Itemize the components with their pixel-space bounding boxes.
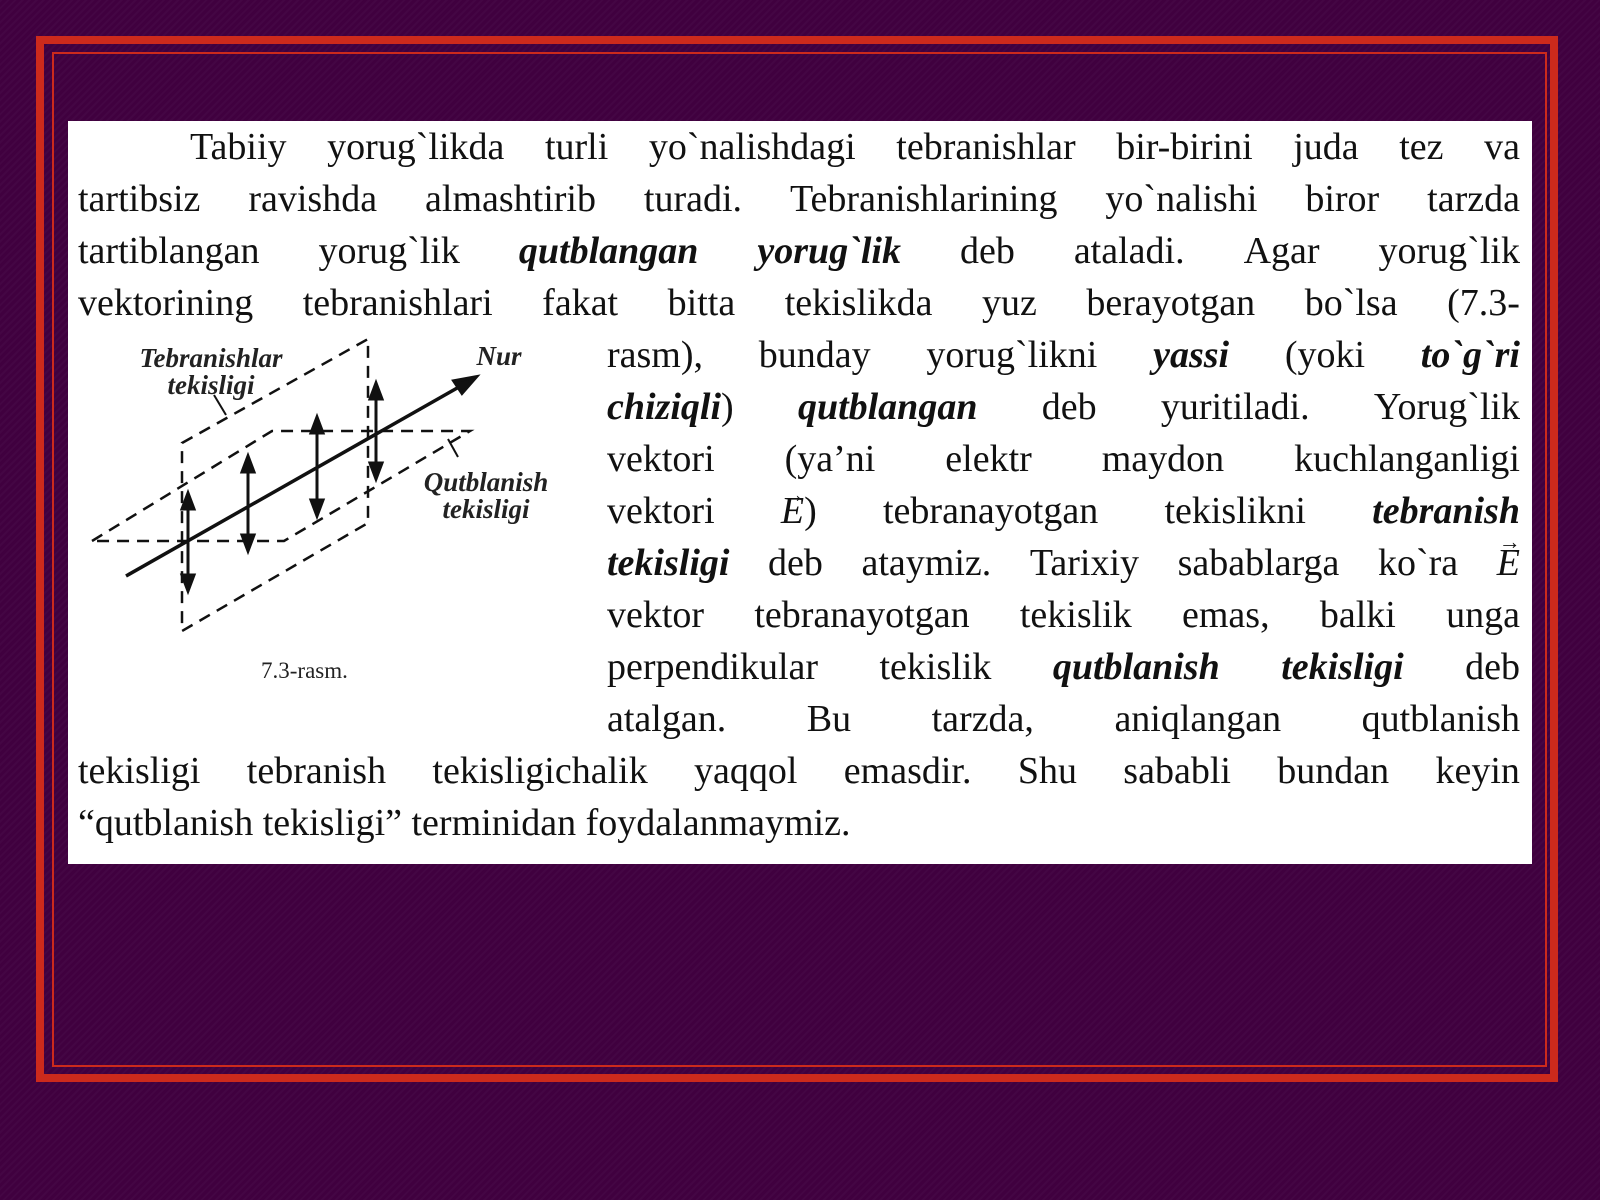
word: vektor — [607, 594, 705, 636]
word: aniqlangan — [1114, 698, 1282, 740]
word: tekislik — [879, 646, 992, 688]
word: bir-birini — [1116, 126, 1253, 168]
paragraph-line-4 — [78, 277, 1520, 330]
word: unga — [1446, 594, 1520, 636]
label-vibration-plane — [116, 345, 306, 399]
label-polarization-line-1: Qutblanish — [423, 467, 549, 497]
word: juda — [1293, 126, 1359, 168]
word: tekislikda — [784, 282, 933, 324]
word: ravishda — [248, 178, 378, 220]
label-polarization-plane — [406, 469, 566, 523]
word: bo`lsa — [1304, 282, 1398, 324]
text-page — [68, 121, 1532, 864]
arrowhead — [242, 456, 254, 472]
word: vektorining — [78, 282, 254, 324]
label-vibration-line-2: tekisligi — [167, 370, 255, 400]
word: vektori — [607, 490, 715, 532]
term-emphasis: chiziqli — [607, 386, 722, 428]
arrowhead — [182, 493, 194, 509]
word: tekisligichalik — [432, 750, 648, 792]
arrowhead — [370, 383, 382, 399]
word: berayotgan — [1086, 282, 1256, 324]
word: maydon — [1101, 438, 1225, 480]
word: tartiblangan — [78, 230, 260, 272]
paragraph-line-10 — [607, 589, 1520, 642]
word: tekislik — [1019, 594, 1132, 636]
paragraph-line-6 — [607, 381, 1520, 434]
word: deb — [1041, 386, 1097, 428]
word: yaqqol — [694, 750, 798, 792]
word: Tebranishlarining — [790, 178, 1058, 220]
ray-arrowhead — [454, 377, 476, 393]
word: emasdir. — [843, 750, 972, 792]
word: sababli — [1123, 750, 1231, 792]
label-polarization-line-2: tekisligi — [442, 494, 530, 524]
word: qutblanish — [1361, 698, 1520, 740]
arrowhead — [311, 500, 323, 516]
word: emas, — [1182, 594, 1270, 636]
paragraph-line-9 — [607, 537, 1520, 590]
arrowhead — [370, 463, 382, 479]
word: atalgan. — [607, 698, 727, 740]
word: Tabiiy — [190, 126, 287, 168]
word: Bu — [806, 698, 852, 740]
word: tebranishlari — [302, 282, 493, 324]
vector-e-symbol: → E — [781, 490, 804, 532]
label-ray: Nur — [476, 341, 522, 371]
term-emphasis: tekisligi — [607, 542, 730, 584]
word: tebranayotgan — [882, 490, 1099, 532]
term-emphasis: qutblangan — [518, 230, 699, 272]
word: tekisligi — [78, 750, 201, 792]
paragraph-line-5 — [607, 329, 1520, 382]
term-emphasis: yorug`lik — [757, 230, 901, 272]
word: deb — [1465, 646, 1520, 688]
word: Tarixiy — [1029, 542, 1140, 584]
word: ataladi. — [1073, 230, 1185, 272]
word: tez — [1399, 126, 1444, 168]
word: va — [1484, 126, 1520, 168]
term-emphasis: qutblangan — [797, 386, 978, 428]
word: yuritiladi. — [1160, 386, 1310, 428]
word: yo`nalishi — [1105, 178, 1258, 220]
word: (7.3- — [1447, 282, 1520, 324]
polarization-figure — [76, 331, 596, 691]
word: almashtirib — [425, 178, 596, 220]
arrowhead — [311, 417, 323, 433]
word: rasm), — [607, 334, 704, 376]
word: Yorug`lik — [1373, 386, 1520, 428]
word: tebranishlar — [896, 126, 1076, 168]
word: ko`ra — [1377, 542, 1459, 584]
paragraph-line-1 — [78, 121, 1520, 174]
word: bitta — [667, 282, 736, 324]
paragraph-line-12 — [607, 693, 1520, 746]
word: tartibsiz — [78, 178, 201, 220]
paragraph-line-7 — [607, 433, 1520, 486]
word: keyin — [1435, 750, 1520, 792]
word: yuz — [981, 282, 1037, 324]
term-emphasis: tebranish — [1372, 490, 1520, 532]
arrowhead — [242, 535, 254, 551]
word: biror — [1305, 178, 1380, 220]
arrowhead — [182, 575, 194, 591]
word: ) — [721, 386, 734, 428]
word: turadi. — [643, 178, 743, 220]
word: tarzda — [1427, 178, 1520, 220]
paragraph-line-14: “qutblanish tekisligi” terminidan foydalanmaymiz. — [78, 802, 851, 844]
paragraph-line-3 — [78, 225, 1520, 278]
word: ataymiz. — [861, 542, 992, 584]
word: elektr — [945, 438, 1032, 480]
paragraph-line-8 — [607, 485, 1520, 538]
word: deb — [959, 230, 1015, 272]
word: bundan — [1277, 750, 1390, 792]
word: Agar — [1243, 230, 1320, 272]
label-vibration-line-1: Tebranishlar — [139, 343, 283, 373]
paragraph-line-11 — [607, 641, 1520, 694]
word: deb — [768, 542, 823, 584]
word: yorug`likni — [926, 334, 1098, 376]
word: kuchlanganligi — [1294, 438, 1520, 480]
term-emphasis: tekisligi — [1281, 646, 1404, 688]
figure-caption: 7.3-rasm. — [261, 658, 348, 683]
paragraph-line-2 — [78, 173, 1520, 226]
word: fakat — [542, 282, 619, 324]
vector-e-symbol: → E — [1497, 537, 1520, 590]
word: tarzda, — [931, 698, 1034, 740]
term-emphasis: qutblanish — [1052, 646, 1220, 688]
word: yo`nalishdagi — [648, 126, 856, 168]
word: yorug`likda — [327, 126, 505, 168]
paragraph-line-13 — [78, 745, 1520, 798]
word: balki — [1319, 594, 1396, 636]
word: vektori — [607, 438, 715, 480]
word: perpendikular — [607, 646, 819, 688]
word: turli — [544, 126, 609, 168]
word: ) — [804, 490, 817, 532]
word: tebranish — [246, 750, 387, 792]
term-emphasis: yassi — [1153, 334, 1230, 376]
term-emphasis: to`g`ri — [1420, 334, 1520, 376]
word: Shu — [1017, 750, 1077, 792]
word: bunday — [758, 334, 871, 376]
word: tebranayotgan — [754, 594, 970, 636]
word: yorug`lik — [318, 230, 460, 272]
word: yorug`lik — [1378, 230, 1520, 272]
word: (yoki — [1284, 334, 1366, 376]
word: sabablarga — [1177, 542, 1340, 584]
word: (ya’ni — [784, 438, 876, 480]
word: tekislikni — [1164, 490, 1306, 532]
